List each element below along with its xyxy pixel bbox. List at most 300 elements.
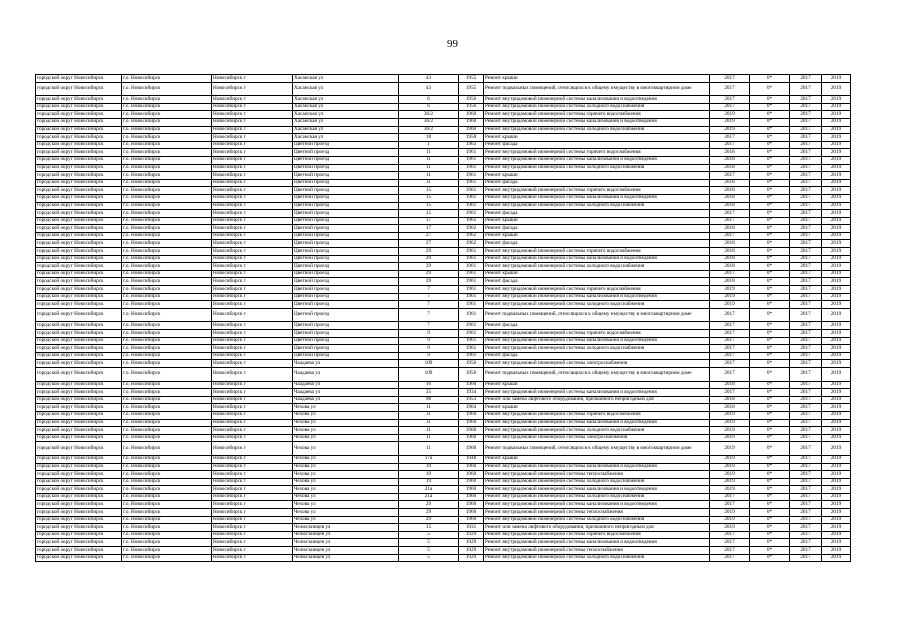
- work-type-cell: Ремонт крыши: [484, 134, 710, 142]
- municipality-cell: городской округ Новосибирск: [36, 367, 122, 381]
- start-year-cell: 2017: [790, 278, 822, 286]
- plan-year-cell: 2019: [710, 411, 750, 419]
- district-cell: г.о. Новосибирск: [122, 301, 212, 309]
- end-year-cell: 2019: [822, 164, 851, 172]
- district-cell: г.о. Новосибирск: [122, 255, 212, 263]
- plan-year-cell: 2018: [710, 156, 750, 164]
- plan-year-cell: 2017: [710, 308, 750, 322]
- house-cell: 29: [399, 248, 459, 256]
- year-built-cell: 1956: [459, 367, 484, 381]
- year-built-cell: 1964: [459, 404, 484, 412]
- plan-year-cell: 2017: [710, 360, 750, 368]
- municipality-cell: городской округ Новосибирск: [36, 141, 122, 149]
- street-cell: Цветной проезд: [293, 270, 399, 278]
- street-cell: Чехова ул: [293, 463, 399, 471]
- plan-year-cell: 2019: [710, 524, 750, 532]
- house-cell: 15: [399, 210, 459, 218]
- street-cell: Хасанская ул: [293, 118, 399, 126]
- plan-year-cell: 2017: [710, 337, 750, 345]
- city-cell: Новосибирск г: [212, 493, 293, 501]
- city-cell: Новосибирск г: [212, 427, 293, 435]
- municipality-cell: городской округ Новосибирск: [36, 293, 122, 301]
- end-year-cell: 2019: [822, 442, 851, 456]
- work-type-cell: Ремонт внутридомовой инженерной системы электроснабжения: [484, 360, 710, 368]
- city-cell: Новосибирск г: [212, 217, 293, 225]
- table-row: [36, 103, 851, 111]
- house-cell: 7: [399, 293, 459, 301]
- district-cell: г.о. Новосибирск: [122, 516, 212, 524]
- house-cell: 29: [399, 255, 459, 263]
- table-row: [36, 156, 851, 164]
- district-cell: г.о. Новосибирск: [122, 103, 212, 111]
- plan-year-cell: 2017: [710, 501, 750, 509]
- street-cell: Челюскинцев ул: [293, 524, 399, 532]
- street-cell: Цветной проезд: [293, 278, 399, 286]
- start-year-cell: 2017: [790, 547, 822, 555]
- end-year-cell: 2019: [822, 419, 851, 427]
- city-cell: Новосибирск г: [212, 471, 293, 479]
- work-type-cell: Ремонт внутридомовой инженерной системы электроснабжения: [484, 434, 710, 442]
- municipality-cell: городской округ Новосибирск: [36, 463, 122, 471]
- year-built-cell: 1960: [459, 478, 484, 486]
- street-cell: Цветной проезд: [293, 202, 399, 210]
- year-built-cell: 1931: [459, 524, 484, 532]
- district-cell: г.о. Новосибирск: [122, 286, 212, 294]
- street-cell: Чаадаева ул: [293, 367, 399, 381]
- district-cell: г.о. Новосибирск: [122, 248, 212, 256]
- city-cell: Новосибирск г: [212, 278, 293, 286]
- end-year-cell: 2019: [822, 75, 851, 83]
- work-type-cell: Ремонт крыши: [484, 455, 710, 463]
- work-type-cell: Ремонт внутридомовой инженерной системы канализования и водоотведения: [484, 118, 710, 126]
- work-type-cell: Ремонт внутридомовой инженерной системы горячего водоснабжения: [484, 531, 710, 539]
- street-cell: Чаадаева ул: [293, 381, 399, 389]
- table-row: [36, 404, 851, 412]
- year-built-cell: 1961: [459, 202, 484, 210]
- year-built-cell: 1961: [459, 270, 484, 278]
- work-type-cell: Ремонт внутридомовой инженерной системы горячего водоснабжения: [484, 411, 710, 419]
- repair-schedule-table: [35, 74, 851, 562]
- district-cell: г.о. Новосибирск: [122, 478, 212, 486]
- year-built-cell: 1961: [459, 210, 484, 218]
- table-row: [36, 322, 851, 330]
- year-built-cell: 1960: [459, 126, 484, 134]
- end-year-cell: 2019: [822, 286, 851, 294]
- house-cell: 15: [399, 524, 459, 532]
- municipality-cell: городской округ Новосибирск: [36, 187, 122, 195]
- cost-cell: 0*: [750, 434, 790, 442]
- work-type-cell: Ремонт внутридомовой инженерной системы канализования и водоотведения: [484, 96, 710, 104]
- cost-cell: 0*: [750, 330, 790, 338]
- start-year-cell: 2017: [790, 240, 822, 248]
- municipality-cell: городской округ Новосибирск: [36, 255, 122, 263]
- street-cell: Цветной проезд: [293, 156, 399, 164]
- table-row: [36, 360, 851, 368]
- work-type-cell: Ремонт внутридомовой инженерной системы горячего водоснабжения: [484, 330, 710, 338]
- street-cell: Чехова ул: [293, 411, 399, 419]
- cost-cell: 0*: [750, 404, 790, 412]
- municipality-cell: городской округ Новосибирск: [36, 118, 122, 126]
- work-type-cell: Ремонт фасада: [484, 225, 710, 233]
- street-cell: Хасанская ул: [293, 82, 399, 96]
- cost-cell: 0*: [750, 337, 790, 345]
- work-type-cell: Ремонт внутридомовой инженерной системы канализования и водоотведения: [484, 486, 710, 494]
- start-year-cell: 2017: [790, 554, 822, 562]
- district-cell: г.о. Новосибирск: [122, 471, 212, 479]
- house-cell: 1: [399, 141, 459, 149]
- page-number: 99: [447, 38, 458, 50]
- house-cell: 18: [399, 134, 459, 142]
- district-cell: г.о. Новосибирск: [122, 164, 212, 172]
- municipality-cell: городской округ Новосибирск: [36, 427, 122, 435]
- district-cell: г.о. Новосибирск: [122, 381, 212, 389]
- municipality-cell: городской округ Новосибирск: [36, 396, 122, 404]
- table-row: [36, 337, 851, 345]
- start-year-cell: 2017: [790, 478, 822, 486]
- district-cell: г.о. Новосибирск: [122, 270, 212, 278]
- municipality-cell: городской округ Новосибирск: [36, 202, 122, 210]
- work-type-cell: Ремонт внутридомовой инженерной системы канализования и водоотведения: [484, 389, 710, 397]
- table-row: [36, 255, 851, 263]
- table-row: [36, 352, 851, 360]
- year-built-cell: 1962: [459, 225, 484, 233]
- cost-cell: 0*: [750, 308, 790, 322]
- municipality-cell: городской округ Новосибирск: [36, 126, 122, 134]
- start-year-cell: 2017: [790, 337, 822, 345]
- street-cell: Цветной проезд: [293, 172, 399, 180]
- work-type-cell: Ремонт фасада: [484, 179, 710, 187]
- start-year-cell: 2017: [790, 82, 822, 96]
- cost-cell: 0*: [750, 547, 790, 555]
- work-type-cell: Ремонт внутридомовой инженерной системы канализования и водоотведения: [484, 156, 710, 164]
- street-cell: Чехова ул: [293, 493, 399, 501]
- district-cell: г.о. Новосибирск: [122, 322, 212, 330]
- street-cell: Цветной проезд: [293, 232, 399, 240]
- plan-year-cell: 2019: [710, 471, 750, 479]
- table-row: [36, 330, 851, 338]
- cost-cell: 0*: [750, 202, 790, 210]
- house-cell: 17: [399, 217, 459, 225]
- work-type-cell: Ремонт крыши: [484, 75, 710, 83]
- cost-cell: 0*: [750, 531, 790, 539]
- house-cell: 7: [399, 308, 459, 322]
- work-type-cell: Ремонт фасада: [484, 322, 710, 330]
- work-type-cell: Ремонт внутридомовой инженерной системы канализования и водоотведения: [484, 463, 710, 471]
- year-built-cell: 1956: [459, 103, 484, 111]
- table-row: [36, 547, 851, 555]
- cost-cell: 0*: [750, 270, 790, 278]
- district-cell: г.о. Новосибирск: [122, 232, 212, 240]
- city-cell: Новосибирск г: [212, 82, 293, 96]
- table-row: [36, 164, 851, 172]
- municipality-cell: городской округ Новосибирск: [36, 278, 122, 286]
- house-cell: 11: [399, 427, 459, 435]
- table-row: [36, 539, 851, 547]
- start-year-cell: 2017: [790, 179, 822, 187]
- end-year-cell: 2019: [822, 172, 851, 180]
- work-type-cell: Ремонт внутридомовой инженерной системы холодного водоснабжения: [484, 202, 710, 210]
- start-year-cell: 2017: [790, 367, 822, 381]
- cost-cell: 0*: [750, 360, 790, 368]
- work-type-cell: Ремонт крыши: [484, 404, 710, 412]
- house-cell: 19: [399, 471, 459, 479]
- municipality-cell: городской округ Новосибирск: [36, 75, 122, 83]
- plan-year-cell: 2018: [710, 187, 750, 195]
- table-row: [36, 134, 851, 142]
- cost-cell: 0*: [750, 455, 790, 463]
- work-type-cell: Ремонт внутридомовой инженерной системы канализования и водоотведения: [484, 293, 710, 301]
- end-year-cell: 2019: [822, 478, 851, 486]
- work-type-cell: Ремонт внутридомовой инженерной системы канализования и водоотведения: [484, 539, 710, 547]
- house-cell: 9: [399, 345, 459, 353]
- house-cell: 15: [399, 187, 459, 195]
- district-cell: г.о. Новосибирск: [122, 531, 212, 539]
- municipality-cell: городской округ Новосибирск: [36, 455, 122, 463]
- street-cell: Чехова ул: [293, 434, 399, 442]
- district-cell: г.о. Новосибирск: [122, 111, 212, 119]
- municipality-cell: городской округ Новосибирск: [36, 96, 122, 104]
- city-cell: Новосибирск г: [212, 263, 293, 271]
- year-built-cell: 1960: [459, 427, 484, 435]
- city-cell: Новосибирск г: [212, 516, 293, 524]
- year-built-cell: 1961: [459, 248, 484, 256]
- start-year-cell: 2017: [790, 286, 822, 294]
- city-cell: Новосибирск г: [212, 210, 293, 218]
- city-cell: Новосибирск г: [212, 126, 293, 134]
- year-built-cell: 1961: [459, 149, 484, 157]
- city-cell: Новосибирск г: [212, 134, 293, 142]
- year-built-cell: 1962: [459, 232, 484, 240]
- cost-cell: 0*: [750, 411, 790, 419]
- plan-year-cell: 2019: [710, 293, 750, 301]
- start-year-cell: 2017: [790, 141, 822, 149]
- year-built-cell: 1958: [459, 134, 484, 142]
- cost-cell: 0*: [750, 118, 790, 126]
- year-built-cell: 1929: [459, 531, 484, 539]
- street-cell: Цветной проезд: [293, 164, 399, 172]
- work-type-cell: Ремонт внутридомовой инженерной системы холодного водоснабжения: [484, 478, 710, 486]
- work-type-cell: Ремонт внутридомовой инженерной системы горячего водоснабжения: [484, 187, 710, 195]
- end-year-cell: 2019: [822, 381, 851, 389]
- end-year-cell: 2019: [822, 486, 851, 494]
- start-year-cell: 2017: [790, 96, 822, 104]
- start-year-cell: 2017: [790, 352, 822, 360]
- house-cell: 11: [399, 434, 459, 442]
- house-cell: 27: [399, 232, 459, 240]
- house-cell: 5: [399, 531, 459, 539]
- municipality-cell: городской округ Новосибирск: [36, 389, 122, 397]
- municipality-cell: городской округ Новосибирск: [36, 404, 122, 412]
- table-row: [36, 478, 851, 486]
- house-cell: 109: [399, 360, 459, 368]
- city-cell: Новосибирск г: [212, 118, 293, 126]
- plan-year-cell: 2017: [710, 493, 750, 501]
- year-built-cell: 1961: [459, 172, 484, 180]
- year-built-cell: 1960: [459, 509, 484, 517]
- end-year-cell: 2019: [822, 141, 851, 149]
- cost-cell: 0*: [750, 179, 790, 187]
- district-cell: г.о. Новосибирск: [122, 486, 212, 494]
- start-year-cell: 2017: [790, 531, 822, 539]
- city-cell: Новосибирск г: [212, 187, 293, 195]
- cost-cell: 0*: [750, 554, 790, 562]
- district-cell: г.о. Новосибирск: [122, 240, 212, 248]
- cost-cell: 0*: [750, 516, 790, 524]
- table-row: [36, 396, 851, 404]
- work-type-cell: Ремонт внутридомовой инженерной системы горячего водоснабжения: [484, 286, 710, 294]
- year-built-cell: 1960: [459, 442, 484, 456]
- start-year-cell: 2017: [790, 493, 822, 501]
- city-cell: Новосибирск г: [212, 389, 293, 397]
- house-cell: 29: [399, 270, 459, 278]
- work-type-cell: Ремонт внутридомовой инженерной системы теплоснабжения: [484, 547, 710, 555]
- table-row: [36, 248, 851, 256]
- district-cell: г.о. Новосибирск: [122, 463, 212, 471]
- table-body: [36, 75, 851, 562]
- plan-year-cell: 2019: [710, 111, 750, 119]
- house-cell: 5: [399, 539, 459, 547]
- plan-year-cell: 2018: [710, 396, 750, 404]
- city-cell: Новосибирск г: [212, 509, 293, 517]
- city-cell: Новосибирск г: [212, 486, 293, 494]
- start-year-cell: 2017: [790, 134, 822, 142]
- street-cell: Чехова ул: [293, 455, 399, 463]
- municipality-cell: городской округ Новосибирск: [36, 286, 122, 294]
- end-year-cell: 2019: [822, 217, 851, 225]
- cost-cell: 0*: [750, 263, 790, 271]
- year-built-cell: 1961: [459, 352, 484, 360]
- street-cell: Цветной проезд: [293, 308, 399, 322]
- cost-cell: 0*: [750, 172, 790, 180]
- street-cell: Чехова ул: [293, 427, 399, 435]
- district-cell: г.о. Новосибирск: [122, 360, 212, 368]
- house-cell: 11: [399, 179, 459, 187]
- start-year-cell: 2017: [790, 270, 822, 278]
- house-cell: 36/2: [399, 111, 459, 119]
- municipality-cell: городской округ Новосибирск: [36, 217, 122, 225]
- year-built-cell: 1961: [459, 278, 484, 286]
- table-row: [36, 82, 851, 96]
- municipality-cell: городской округ Новосибирск: [36, 308, 122, 322]
- year-built-cell: 1960: [459, 118, 484, 126]
- year-built-cell: 1956: [459, 96, 484, 104]
- year-built-cell: 1960: [459, 463, 484, 471]
- work-type-cell: Ремонт или замена лифтового оборудования, признанного непригодным для: [484, 524, 710, 532]
- end-year-cell: 2019: [822, 293, 851, 301]
- end-year-cell: 2019: [822, 111, 851, 119]
- plan-year-cell: 2019: [710, 126, 750, 134]
- municipality-cell: городской округ Новосибирск: [36, 442, 122, 456]
- street-cell: Цветной проезд: [293, 179, 399, 187]
- plan-year-cell: 2018: [710, 263, 750, 271]
- end-year-cell: 2019: [822, 345, 851, 353]
- city-cell: Новосибирск г: [212, 141, 293, 149]
- start-year-cell: 2017: [790, 345, 822, 353]
- end-year-cell: 2019: [822, 179, 851, 187]
- city-cell: Новосибирск г: [212, 501, 293, 509]
- work-type-cell: Ремонт внутридомовой инженерной системы канализования и водоотведения: [484, 501, 710, 509]
- city-cell: Новосибирск г: [212, 381, 293, 389]
- cost-cell: 0*: [750, 82, 790, 96]
- street-cell: Цветной проезд: [293, 141, 399, 149]
- cost-cell: 0*: [750, 187, 790, 195]
- plan-year-cell: 2017: [710, 75, 750, 83]
- start-year-cell: 2017: [790, 308, 822, 322]
- street-cell: Цветной проезд: [293, 286, 399, 294]
- plan-year-cell: 2019: [710, 434, 750, 442]
- table-row: [36, 524, 851, 532]
- cost-cell: 0*: [750, 96, 790, 104]
- end-year-cell: 2019: [822, 156, 851, 164]
- cost-cell: 0*: [750, 149, 790, 157]
- cost-cell: 0*: [750, 293, 790, 301]
- table-row: [36, 301, 851, 309]
- plan-year-cell: 2018: [710, 149, 750, 157]
- house-cell: 16: [399, 381, 459, 389]
- work-type-cell: Ремонт внутридомовой инженерной системы горячего водоснабжения: [484, 111, 710, 119]
- end-year-cell: 2019: [822, 301, 851, 309]
- table-row: [36, 225, 851, 233]
- work-type-cell: Ремонт внутридомовой инженерной системы теплоснабжения: [484, 509, 710, 517]
- plan-year-cell: 2018: [710, 179, 750, 187]
- work-type-cell: Ремонт крыши: [484, 381, 710, 389]
- work-type-cell: Ремонт фасада: [484, 278, 710, 286]
- year-built-cell: 1961: [459, 156, 484, 164]
- end-year-cell: 2019: [822, 308, 851, 322]
- year-built-cell: 1961: [459, 345, 484, 353]
- city-cell: Новосибирск г: [212, 286, 293, 294]
- city-cell: Новосибирск г: [212, 411, 293, 419]
- street-cell: Цветной проезд: [293, 293, 399, 301]
- municipality-cell: городской округ Новосибирск: [36, 411, 122, 419]
- street-cell: Цветной проезд: [293, 248, 399, 256]
- cost-cell: 0*: [750, 345, 790, 353]
- end-year-cell: 2019: [822, 322, 851, 330]
- cost-cell: 0*: [750, 442, 790, 456]
- work-type-cell: Ремонт крыши: [484, 217, 710, 225]
- plan-year-cell: 2017: [710, 96, 750, 104]
- district-cell: г.о. Новосибирск: [122, 501, 212, 509]
- table-row: [36, 434, 851, 442]
- plan-year-cell: 2017: [710, 210, 750, 218]
- house-cell: 98: [399, 396, 459, 404]
- district-cell: г.о. Новосибирск: [122, 225, 212, 233]
- city-cell: Новосибирск г: [212, 149, 293, 157]
- district-cell: г.о. Новосибирск: [122, 96, 212, 104]
- house-cell: 11: [399, 164, 459, 172]
- municipality-cell: городской округ Новосибирск: [36, 337, 122, 345]
- year-built-cell: 1953: [459, 396, 484, 404]
- table-row: [36, 381, 851, 389]
- city-cell: Новосибирск г: [212, 419, 293, 427]
- table-row: [36, 194, 851, 202]
- cost-cell: 0*: [750, 381, 790, 389]
- table-row: [36, 493, 851, 501]
- plan-year-cell: 2018: [710, 404, 750, 412]
- cost-cell: 0*: [750, 352, 790, 360]
- street-cell: Цветной проезд: [293, 337, 399, 345]
- municipality-cell: городской округ Новосибирск: [36, 134, 122, 142]
- start-year-cell: 2017: [790, 164, 822, 172]
- street-cell: Цветной проезд: [293, 322, 399, 330]
- district-cell: г.о. Новосибирск: [122, 263, 212, 271]
- house-cell: 5: [399, 554, 459, 562]
- district-cell: г.о. Новосибирск: [122, 493, 212, 501]
- plan-year-cell: 2017: [710, 352, 750, 360]
- plan-year-cell: 2018: [710, 248, 750, 256]
- year-built-cell: 1934: [459, 389, 484, 397]
- work-type-cell: Ремонт внутридомовой инженерной системы холодного водоснабжения: [484, 516, 710, 524]
